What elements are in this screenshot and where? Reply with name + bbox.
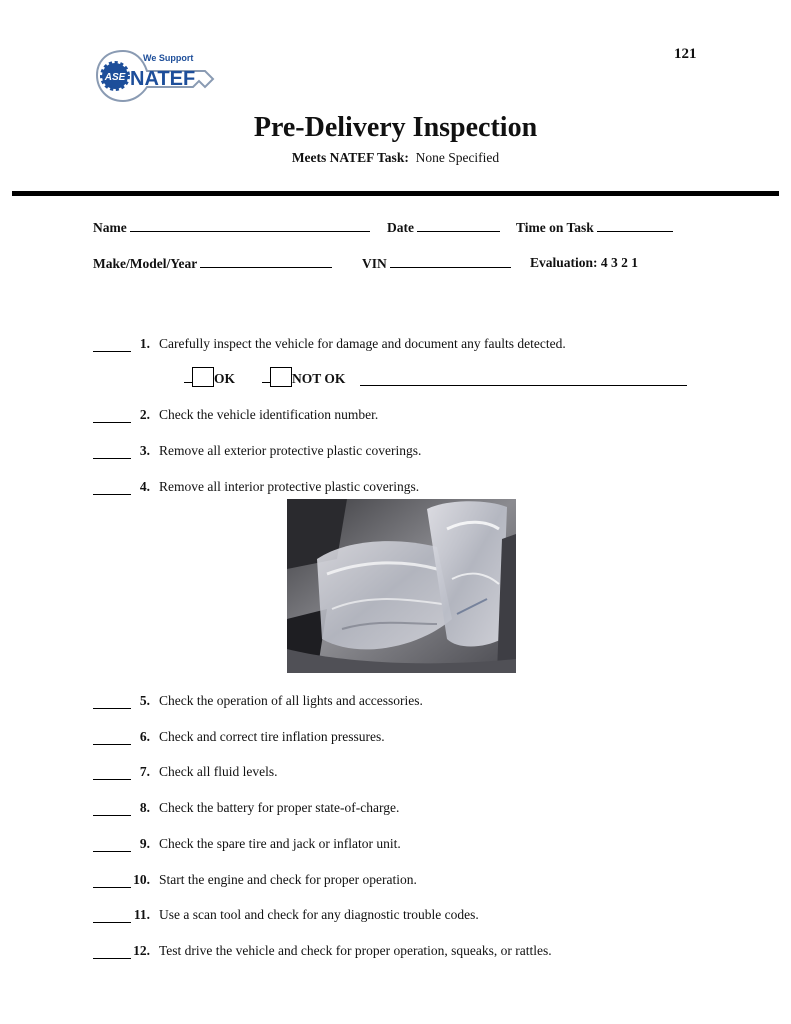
- evaluation-label: Evaluation: 4 3 2 1: [530, 255, 639, 270]
- vin-field[interactable]: [362, 255, 511, 272]
- item-3-number: 3.: [139, 443, 150, 458]
- item-5-text: Check the operation of all lights and accessories.: [159, 693, 423, 708]
- page-subtitle: [0, 150, 791, 166]
- item-3-text: Remove all exterior protective plastic coverings.: [159, 443, 422, 458]
- item-10-number: 10.: [133, 872, 150, 887]
- name-label: Name: [93, 220, 127, 235]
- not-ok-label: NOT OK: [292, 371, 346, 386]
- item-2-text: Check the vehicle identification number.: [159, 407, 379, 422]
- item-9-number: 9.: [139, 836, 150, 851]
- time-on-task-label: Time on Task: [516, 220, 594, 235]
- not-ok-checkbox[interactable]: [270, 367, 292, 387]
- item-9-text: Check the spare tire and jack or inflator unit.: [159, 836, 401, 851]
- item-11-number: 11.: [133, 907, 150, 922]
- date-label: Date: [387, 220, 414, 235]
- evaluation-field: [530, 255, 638, 271]
- item-8-number: 8.: [139, 800, 150, 815]
- fault-notes-line[interactable]: [360, 385, 687, 386]
- not-ok-checkbox-group[interactable]: [262, 367, 345, 387]
- not-ok-blank: [262, 382, 270, 383]
- ase-badge-text: ASE: [104, 72, 126, 83]
- name-line[interactable]: [130, 219, 370, 232]
- item-12-number: 12.: [133, 943, 150, 958]
- item-4-number: 4.: [139, 479, 150, 494]
- page-number: 121: [674, 46, 697, 62]
- header-divider: [12, 191, 779, 196]
- time-on-task-line[interactable]: [597, 219, 673, 232]
- item-4-text: Remove all interior protective plastic coverings.: [159, 479, 420, 494]
- item-1-text: Carefully inspect the vehicle for damage and document any faults detected.: [159, 336, 566, 351]
- ok-blank: [184, 382, 192, 383]
- item-2-number: 2.: [139, 407, 150, 422]
- ok-checkbox-group[interactable]: [184, 367, 235, 387]
- natef-text: NATEF: [130, 68, 196, 90]
- item-5-number: 5.: [139, 693, 150, 708]
- vin-label: VIN: [362, 256, 387, 271]
- item-11-text: Use a scan tool and check for any diagnostic trouble codes.: [159, 907, 479, 922]
- date-field[interactable]: [387, 219, 500, 236]
- time-on-task-field[interactable]: [516, 219, 673, 236]
- item-6-text: Check and correct tire inflation pressures.: [159, 729, 385, 744]
- natef-logo: [95, 45, 220, 110]
- name-field[interactable]: [93, 219, 370, 236]
- ok-checkbox[interactable]: [192, 367, 214, 387]
- make-model-year-line[interactable]: [200, 255, 332, 268]
- vin-line[interactable]: [390, 255, 511, 268]
- item-8-text: Check the battery for proper state-of-charge.: [159, 800, 400, 815]
- item-12-text: Test drive the vehicle and check for proper operation, squeaks, or rattles.: [159, 943, 552, 958]
- item-10-text: Start the engine and check for proper operation.: [159, 872, 417, 887]
- ok-label: OK: [214, 371, 236, 386]
- seat-plastic-cover-photo: [287, 499, 516, 673]
- subtitle-value: None Specified: [415, 150, 500, 165]
- item-1-number: 1.: [139, 336, 150, 351]
- item-6-number: 6.: [139, 729, 150, 744]
- item-7-text: Check all fluid levels.: [159, 764, 278, 779]
- subtitle-label: Meets NATEF Task:: [291, 150, 409, 165]
- we-support-text: We Support: [143, 53, 194, 63]
- page-title: Pre-Delivery Inspection: [253, 112, 538, 143]
- make-model-year-field[interactable]: [93, 255, 332, 272]
- item-7-number: 7.: [139, 764, 150, 779]
- make-model-year-label: Make/Model/Year: [93, 256, 198, 271]
- date-line[interactable]: [417, 219, 500, 232]
